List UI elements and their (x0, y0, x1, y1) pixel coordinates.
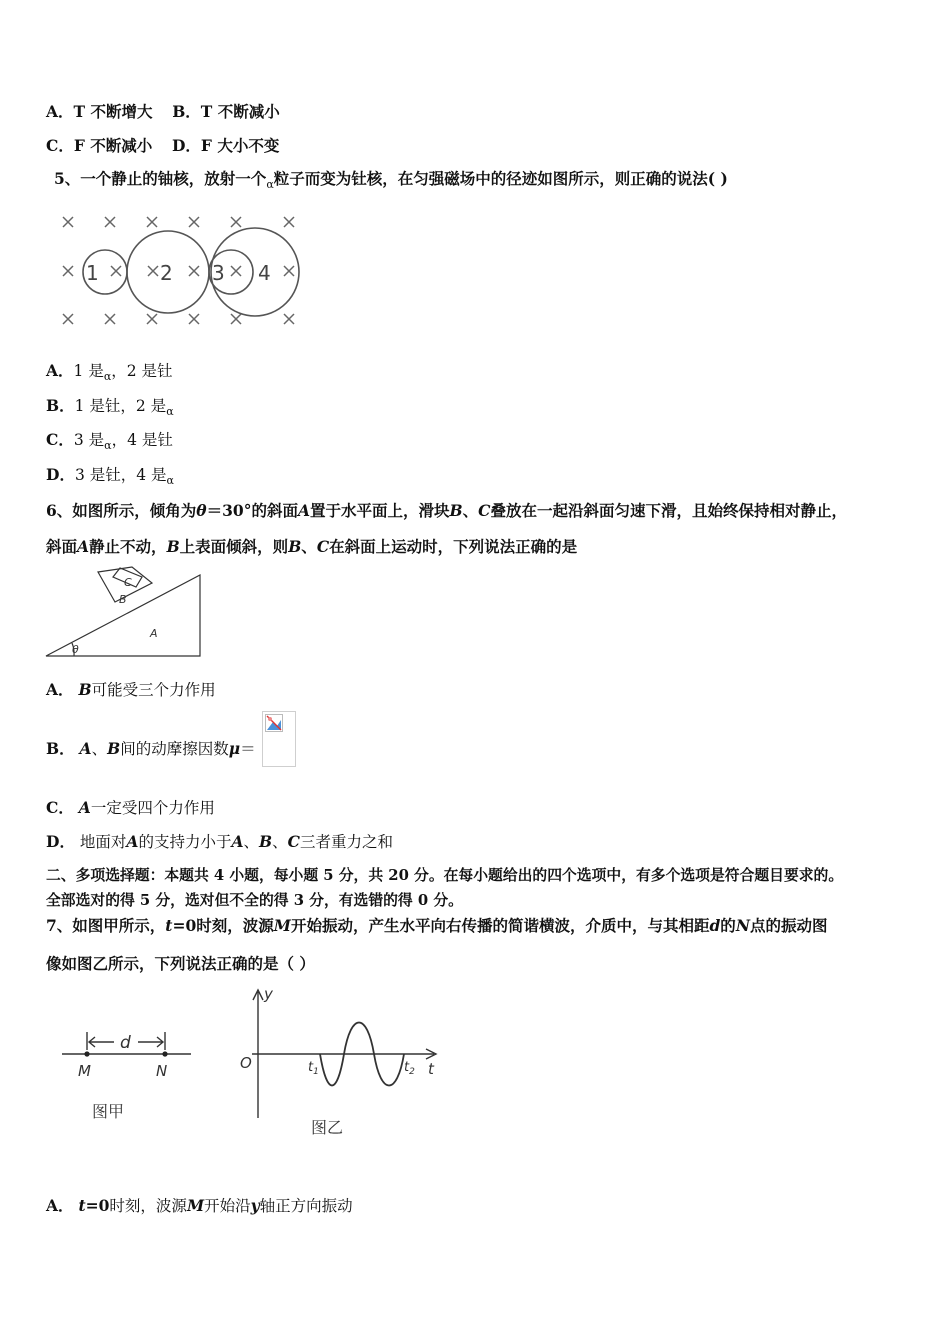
q7-text: 时刻，波源 (196, 916, 274, 935)
q5-alpha: α (266, 178, 274, 191)
q6-angle: ＝30° (206, 501, 252, 520)
q6-text: 斜面 (46, 537, 78, 556)
svg-text:t1 (308, 1060, 319, 1077)
q6-text: 叠放在一起沿斜面匀速下滑，且始终保持相对静止， (490, 501, 848, 520)
q4-option-d-letter: D． (171, 136, 201, 155)
q6-option-d-text: 的支持力小于 (138, 833, 232, 851)
q6-option-c-var: A (78, 798, 91, 817)
q6-var-c: C (316, 537, 330, 556)
q5-option-a-text1: 1 是 (73, 362, 104, 380)
q7-stem-line-2 (46, 954, 315, 974)
q5-track-figure (55, 208, 305, 338)
q7-option-a-var-t: t (78, 1196, 86, 1215)
q6-option-b-mu: μ (228, 739, 241, 758)
section-2-instructions: 二、多项选择题：本题共 4 小题，每小题 5 分，共 20 分。在每小题给出的四个选项中，有多个选项是符合题目要求的。 (46, 867, 844, 884)
q4-option-d-text: F 大小不变 (200, 136, 280, 155)
q7-var-m: M (273, 916, 291, 935)
q6-option-d-var: A (231, 832, 244, 851)
q6-option-d-letter: D． (46, 832, 75, 851)
q6-var-a: A (297, 501, 311, 520)
track-label-2: 2 (160, 261, 173, 285)
q7-option-a-text: 时刻，波源 (109, 1197, 187, 1215)
q6-option-c-letter: C． (46, 798, 74, 817)
q6-text: 、 (301, 537, 317, 556)
q5-option-a-letter: A． (46, 361, 74, 380)
q6-text: 、 (462, 501, 479, 520)
section-2-header-line-2 (46, 891, 463, 911)
track-label-1: 1 (86, 261, 99, 285)
svg-text:t2 (404, 1060, 415, 1077)
q6-option-d-var: A (126, 832, 139, 851)
q6-option-a-letter: A． (46, 680, 74, 699)
track-label-3: 3 (212, 261, 225, 285)
q7-text: 开始振动，产生水平向右传播的简谐横波，介质中，与其相距 (290, 916, 710, 935)
q6-var-c: C (478, 501, 491, 520)
q5-option-d-text1: 3 是钍，4 是 (74, 466, 167, 484)
label-theta: θ (72, 643, 79, 656)
label-t2: t (404, 1060, 410, 1075)
broken-image-icon (265, 714, 283, 732)
q7-stem-text: 像如图乙所示，下列说法正确的是（ ） (46, 954, 315, 973)
q6-option-b-var1: A (79, 739, 92, 758)
q7-var-t: t (165, 916, 173, 935)
q5-option-c-alpha: α (104, 439, 112, 452)
q5-number: 5、 (54, 169, 81, 188)
q5-stem (54, 169, 728, 191)
label-t1: t (308, 1060, 314, 1075)
label-origin: O (240, 1054, 252, 1072)
q6-option-d (46, 832, 393, 852)
q6-option-d-var: B (259, 832, 273, 851)
q6-option-d-sep: 、 (243, 833, 259, 851)
label-a: A (150, 627, 158, 640)
q6-text: 6、如图所示，倾角为 (46, 501, 197, 520)
q5-option-d-letter: D． (46, 465, 75, 484)
q4-option-row-1 (46, 102, 280, 122)
q6-option-c (46, 798, 215, 818)
q6-option-b-text: 间的动摩擦因数 (120, 740, 229, 758)
q7-option-a-var-y: y (250, 1196, 260, 1215)
q5-option-c-text2: ，4 是钍 (111, 431, 173, 449)
q7-option-a-var-m: M (186, 1196, 205, 1215)
q7-figure-jia (58, 1026, 198, 1126)
q6-var-b: B (449, 501, 463, 520)
label-t1-sub: 1 (313, 1067, 319, 1077)
q7-option-a-text: 开始沿 (204, 1197, 251, 1215)
q7-stem-line-1 (46, 916, 828, 936)
q6-option-a-text: 可能受三个力作用 (91, 681, 216, 699)
q5-option-b-alpha: α (166, 405, 174, 418)
q7-figure-yi (234, 984, 444, 1144)
q6-stem-line-1 (46, 501, 847, 521)
q7-option-a (46, 1196, 353, 1216)
q6-option-b-var2: B (107, 739, 121, 758)
q7-text: 点的振动图 (749, 916, 828, 935)
q6-var-a: A (77, 537, 90, 556)
label-t2-sub: 2 (409, 1067, 415, 1077)
track-label-4: 4 (258, 261, 271, 285)
q6-option-d-text: 地面对 (79, 833, 127, 851)
section-2-scoring: 全部选对的得 5 分，选对但不全的得 3 分，有选错的得 0 分。 (46, 892, 463, 909)
q5-option-b (46, 396, 174, 418)
q5-option-a-alpha: α (103, 370, 112, 383)
point-n (162, 1051, 167, 1056)
q5-stem-after: 粒子而变为钍核，在匀强磁场中的径迹如图所示，则正确的说法( ) (273, 169, 728, 188)
q7-text: 7、如图甲所示， (46, 916, 166, 935)
q4-option-a-text: T 不断增大 (73, 102, 153, 121)
q4-option-a-letter: A． (46, 102, 74, 121)
q4-option-row-2 (46, 136, 279, 156)
q6-option-a (46, 680, 216, 700)
label-t: t (428, 1060, 434, 1078)
q5-option-a (46, 361, 173, 383)
q6-text: 静止不动， (89, 537, 167, 556)
label-b: B (119, 593, 127, 606)
q7-option-a-letter: A． (46, 1196, 74, 1215)
q6-option-b-eq: ＝ (240, 740, 256, 758)
q7-text: =0 (172, 916, 197, 935)
label-m: M (78, 1062, 91, 1080)
q5-option-d-alpha: α (166, 474, 174, 487)
q6-stem-line-2 (46, 537, 577, 557)
q6-option-d-sep: 、 (272, 833, 288, 851)
q5-option-a-text2: ，2 是钍 (111, 362, 173, 380)
q7-option-a-text: =0 (85, 1196, 110, 1215)
q6-text: 的斜面 (251, 501, 298, 520)
q5-option-c-letter: C． (46, 430, 74, 449)
q5-option-c (46, 430, 173, 452)
q6-option-c-text: 一定受四个力作用 (90, 799, 215, 817)
label-y: y (264, 985, 273, 1003)
q6-var-b: B (288, 537, 302, 556)
q5-option-b-letter: B． (46, 396, 75, 415)
q7-var-d: d (709, 916, 721, 935)
q6-theta: θ (196, 501, 207, 520)
q7-option-a-text: 轴正方向振动 (259, 1197, 353, 1215)
q6-option-b (46, 739, 256, 759)
label-d: d (120, 1033, 131, 1053)
q6-option-a-var: B (78, 680, 92, 699)
point-m (84, 1051, 89, 1056)
caption-yi: 图乙 (311, 1118, 344, 1137)
q5-option-b-text1: 1 是钍，2 是 (74, 397, 167, 415)
q6-text: 在斜面上运动时，下列说法正确的是 (329, 537, 578, 556)
label-n: N (156, 1062, 168, 1080)
q6-text: 上表面倾斜，则 (179, 537, 289, 556)
label-c: C (124, 576, 132, 589)
q6-var-b: B (166, 537, 180, 556)
q7-var-n: N (735, 916, 750, 935)
caption-jia: 图甲 (92, 1102, 125, 1121)
q6-option-b-letter: B． (46, 739, 75, 758)
q4-option-b-letter: B． (172, 102, 201, 121)
broken-image-placeholder (262, 711, 296, 767)
incline-a (46, 575, 200, 656)
q4-option-b-text: T 不断减小 (200, 102, 280, 121)
q6-incline-figure (44, 566, 206, 661)
q5-option-c-text1: 3 是 (73, 431, 105, 449)
q6-option-b-sep: 、 (91, 740, 108, 758)
section-2-header-line-1 (46, 866, 843, 886)
q6-option-d-var: C (287, 832, 300, 851)
q7-text: 的 (720, 916, 736, 935)
q4-option-c-letter: C． (46, 136, 74, 155)
q6-option-d-text: 三者重力之和 (299, 833, 393, 851)
q5-stem-before: 一个静止的铀核，放射一个 (80, 169, 267, 188)
q6-text: 置于水平面上，滑块 (310, 501, 450, 520)
q4-option-c-text: F 不断减小 (73, 136, 153, 155)
q5-option-d (46, 465, 174, 487)
